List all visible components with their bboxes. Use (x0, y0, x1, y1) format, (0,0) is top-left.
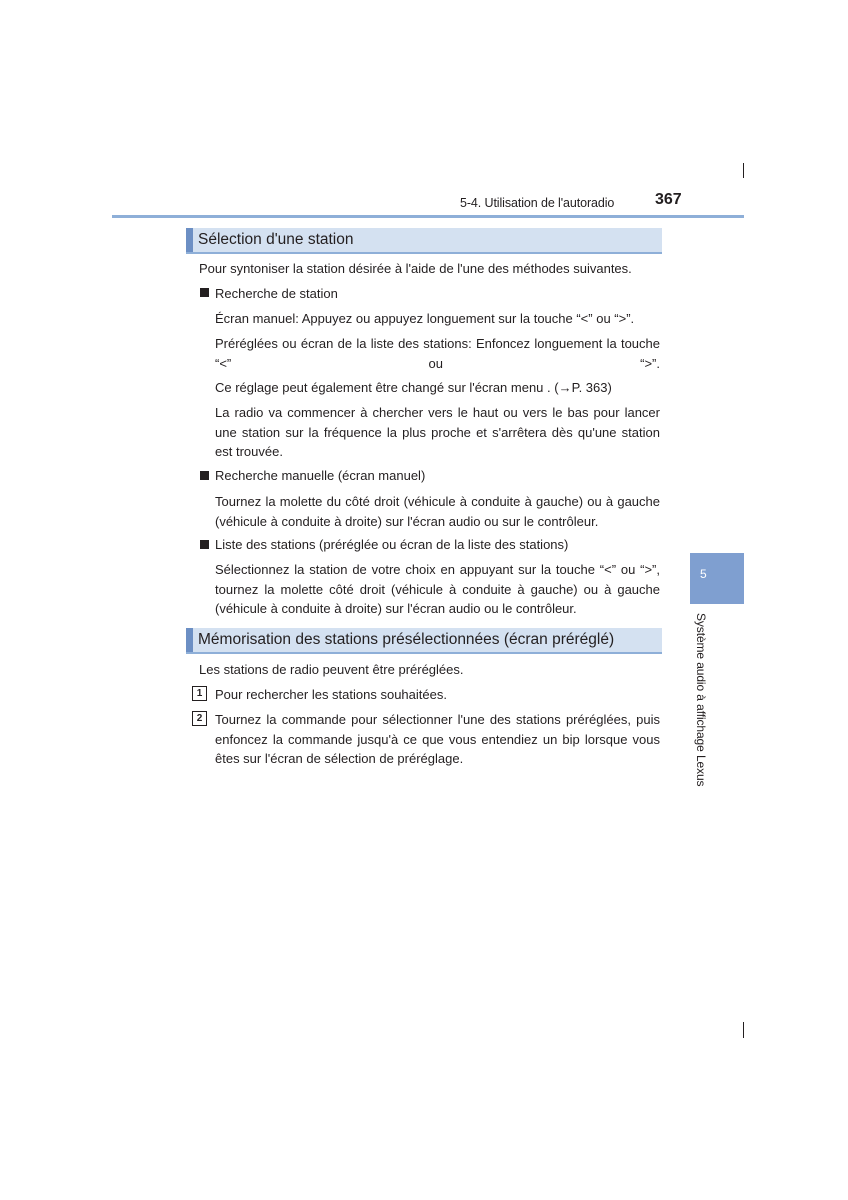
paragraph: Écran manuel: Appuyez ou appuyez longuement sur la touche “<” ou “>”. (215, 311, 635, 326)
bullet-square-icon (200, 288, 209, 297)
page-number: 367 (655, 191, 682, 208)
section-heading-text: Sélection d'une station (198, 231, 354, 248)
section-heading-preset-memory (186, 628, 662, 654)
step-text: Tournez la commande pour sélectionner l'une des stations préréglées, puis enfoncez la commande jusqu'à ce que vous entendiez un bip lorsque vous êtes sur l'écran de sélection de préréglage. (215, 712, 660, 766)
running-header-section: 5-4. Utilisation de l'autoradio (460, 196, 615, 210)
paragraph: Tournez la molette du côté droit (véhicule à conduite à gauche) ou à gauche (véhicule à conduite à droite) sur l'écran audio ou sur le contrôleur. (215, 494, 660, 529)
header-rule (112, 215, 744, 218)
paragraph: Sélectionnez la station de votre choix en appuyant sur la touche “<” ou “>”, tournez la molette côté droit (véhicule à conduite à gauche) ou à gauche (véhicule à conduite à droite) sur l'écran audio ou le contrôleur. (215, 562, 660, 616)
subheading-manual-search: Recherche manuelle (écran manuel) (215, 468, 426, 483)
heading-accent (186, 628, 193, 652)
paragraph: La radio va commencer à chercher vers le haut ou vers le bas pour lancer une station sur la fréquence la plus proche et s'arrêtera dès qu'une station est trouvée. (215, 405, 660, 459)
step-number-badge: 1 (192, 686, 207, 701)
chapter-title-vertical: Système audio à affichage Lexus (694, 613, 708, 787)
chapter-tab (690, 553, 744, 604)
section-intro: Les stations de radio peuvent être préréglées. (199, 662, 464, 677)
heading-accent (186, 228, 193, 252)
crop-mark-bottom (743, 1022, 744, 1038)
chapter-number: 5 (700, 567, 707, 581)
paragraph: Préréglées ou écran de la liste des stations: Enfoncez longuement la touche “<” ou “>”. (215, 336, 660, 371)
section-intro: Pour syntoniser la station désirée à l'aide de l'une des méthodes suivantes. (199, 261, 632, 276)
bullet-square-icon (200, 471, 209, 480)
section-heading-station-selection (186, 228, 662, 254)
step-text: Pour rechercher les stations souhaitées. (215, 687, 447, 702)
paragraph: Ce réglage peut également être changé sur l'écran menu . (→P. 363) (215, 380, 612, 395)
subheading-station-search: Recherche de station (215, 286, 338, 301)
crop-mark-top (743, 163, 744, 178)
step-number-badge: 2 (192, 711, 207, 726)
bullet-square-icon (200, 540, 209, 549)
subheading-station-list: Liste des stations (préréglée ou écran de la liste des stations) (215, 537, 569, 552)
section-heading-text: Mémorisation des stations présélectionnées (écran préréglé) (198, 631, 615, 648)
